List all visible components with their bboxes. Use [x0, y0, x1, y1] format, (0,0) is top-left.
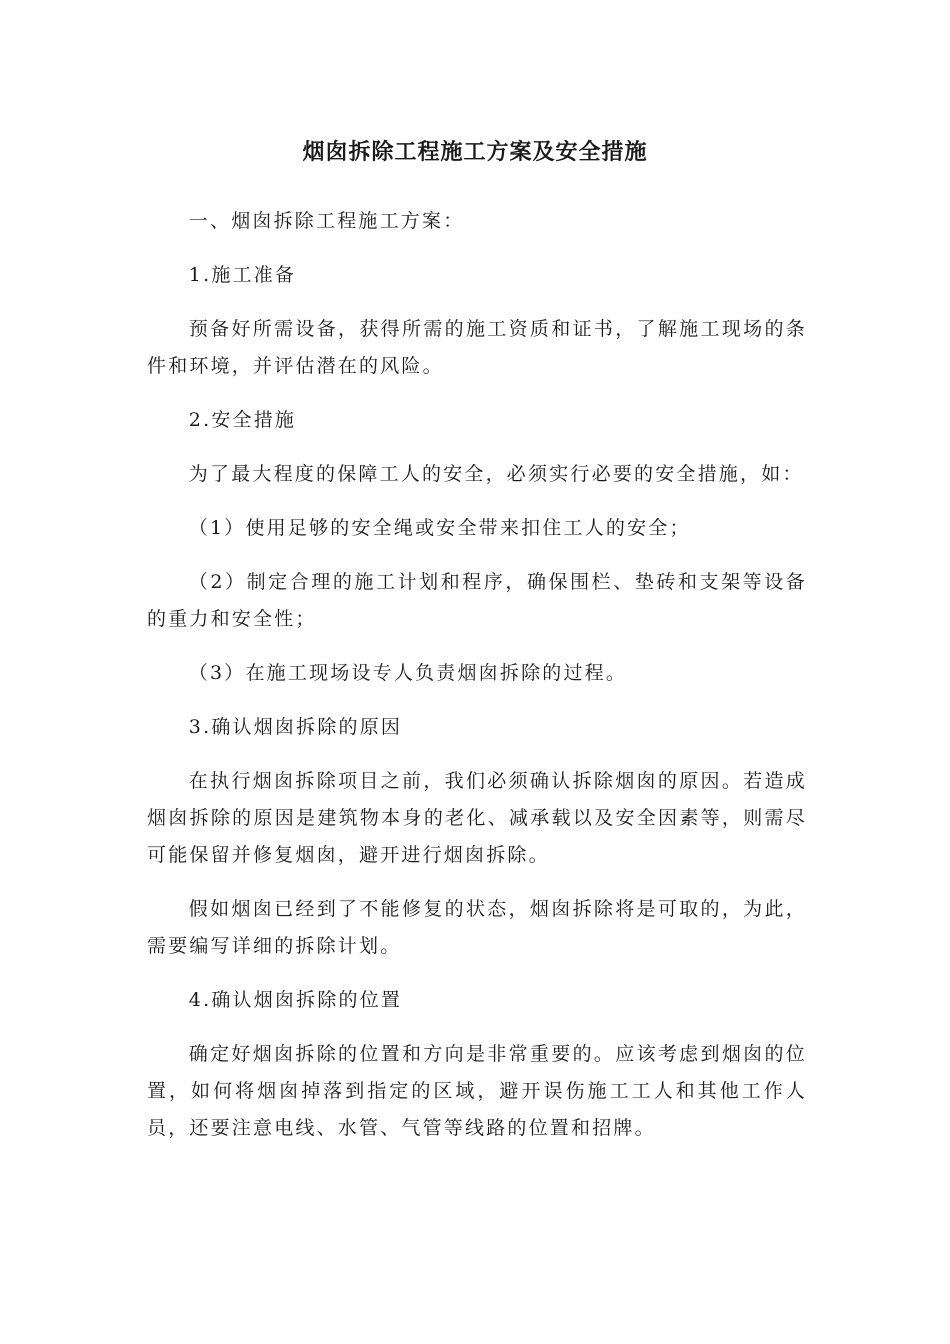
body-paragraph: 预备好所需设备，获得所需的施工资质和证书，了解施工现场的条件和环境，并评估潜在的风险。 [147, 318, 807, 377]
body-paragraph: 在执行烟囱拆除项目之前，我们必须确认拆除烟囱的原因。若造成烟囱拆除的原因是建筑物本身的老化、减承载以及安全因素等，则需尽可能保留并修复烟囱，避开进行烟囱拆除。 [147, 770, 807, 866]
subsection-heading: 4.确认烟囱拆除的位置 [188, 989, 403, 1011]
list-item: （1）使用足够的安全绳或安全带来扣住工人的安全； [188, 517, 691, 539]
document-body [147, 203, 807, 1164]
subsection-heading: 1.施工准备 [188, 264, 297, 286]
list-item: （2）制定合理的施工计划和程序，确保围栏、垫砖和支架等设备的重力和安全性； [147, 571, 807, 630]
subsection-heading: 3.确认烟囱拆除的原因 [188, 716, 403, 738]
document-title: 烟囱拆除工程施工方案及安全措施 [302, 140, 648, 165]
list-item: （3）在施工现场设专人负责烟囱拆除的过程。 [188, 662, 628, 684]
section-heading: 一、烟囱拆除工程施工方案： [188, 210, 465, 232]
body-paragraph: 假如烟囱已经到了不能修复的状态，烟囱拆除将是可取的，为此，需要编写详细的拆除计划。 [147, 898, 807, 957]
body-paragraph: 为了最大程度的保障工人的安全，必须实行必要的安全措施，如： [188, 463, 804, 485]
subsection-heading: 2.安全措施 [188, 409, 297, 431]
body-paragraph: 确定好烟囱拆除的位置和方向是非常重要的。应该考虑到烟囱的位置，如何将烟囱掉落到指定的区域，避开误伤施工工人和其他工作人员，还要注意电线、水管、气管等线路的位置和招牌。 [147, 1043, 807, 1139]
